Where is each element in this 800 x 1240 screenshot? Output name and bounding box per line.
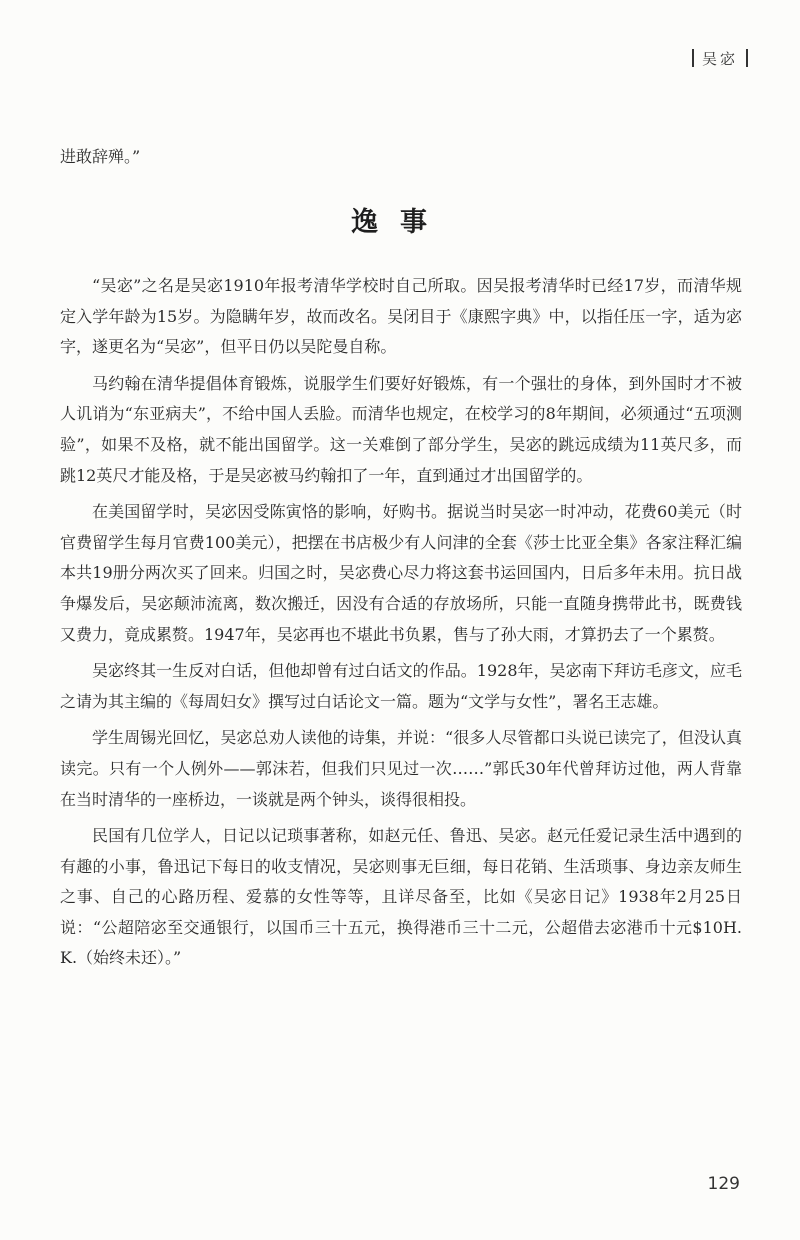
paragraph: “吴宓”之名是吴宓1910年报考清华学校时自己所取。因吴报考清华时已经17岁，而清华规定入学年龄为15岁。为隐瞒年岁，故而改名。吴闭目于《康熙字典》中，以指任压一字，适为宓字，遂更名为“吴宓”，但平日仍以吴陀曼自称。: [60, 276, 742, 357]
paragraph: 马约翰在清华提倡体育锻炼，说服学生们要好好锻炼，有一个强壮的身体，到外国时才不被人讥诮为“东亚病夫”，不给中国人丢脸。而清华也规定，在校学习的8年期间，必须通过“五项测验”，如果不及格，就不能出国留学。这一关难倒了部分学生，吴宓的跳远成绩为11英尺多，而跳12英尺才能及格，于是吴宓被马约翰扣了一年，直到通过才出国留学的。: [60, 373, 742, 485]
page-number: 129: [707, 1174, 740, 1194]
header-right-bar: [746, 49, 748, 67]
paragraph: 民国有几位学人，日记以记琐事著称，如赵元任、鲁迅、吴宓。赵元任爱记录生活中遇到的有趣的小事，鲁迅记下每日的收支情况，吴宓则事无巨细，每日花销、生活琐事、身边亲友师生之事、自己的心路历程、爱慕的女性等等，且详尽备至，比如《吴宓日记》1938年2月25日说：“公超陪宓至交通银行，以国币三十五元，换得港币三十二元，公超借去宓港币十元$10H. K.（始终未还）。”: [60, 826, 742, 968]
continued-text: 进敢辞殚。”: [60, 147, 141, 166]
running-title: 吴宓: [701, 50, 738, 68]
section-title: 逸事: [351, 207, 449, 238]
paragraph: 学生周锡光回忆，吴宓总劝人读他的诗集，并说：“很多人尽管都口头说已读完了，但没认真读完。只有一个人例外——郭沫若，但我们只见过一次……”郭氏30年代曾拜访过他，两人背靠在当时清华的一座桥边，一谈就是两个钟头，谈得很相投。: [60, 728, 742, 809]
body-text: [60, 271, 742, 980]
paragraph: 在美国留学时，吴宓因受陈寅恪的影响，好购书。据说当时吴宓一时冲动，花费60美元（时官费留学生每月官费100美元），把摆在书店极少有人问津的全套《莎士比亚全集》各家注释汇编本共19册分两次买了回来。归国之时，吴宓费心尽力将这套书运回国内，日后多年未用。抗日战争爆发后，吴宓颠沛流离，数次搬迁，因没有合适的存放场所，只能一直随身携带此书，既费钱又费力，竟成累赘。1947年，吴宓再也不堪此书负累，售与了孙大雨，才算扔去了一个累赘。: [60, 502, 742, 644]
paragraph: 吴宓终其一生反对白话，但他却曾有过白话文的作品。1928年，吴宓南下拜访毛彦文，应毛之请为其主编的《每周妇女》撰写过白话论文一篇。题为“文学与女性”，署名王志雄。: [60, 661, 742, 711]
header-left-bar: [692, 49, 694, 67]
running-header: [684, 48, 756, 69]
